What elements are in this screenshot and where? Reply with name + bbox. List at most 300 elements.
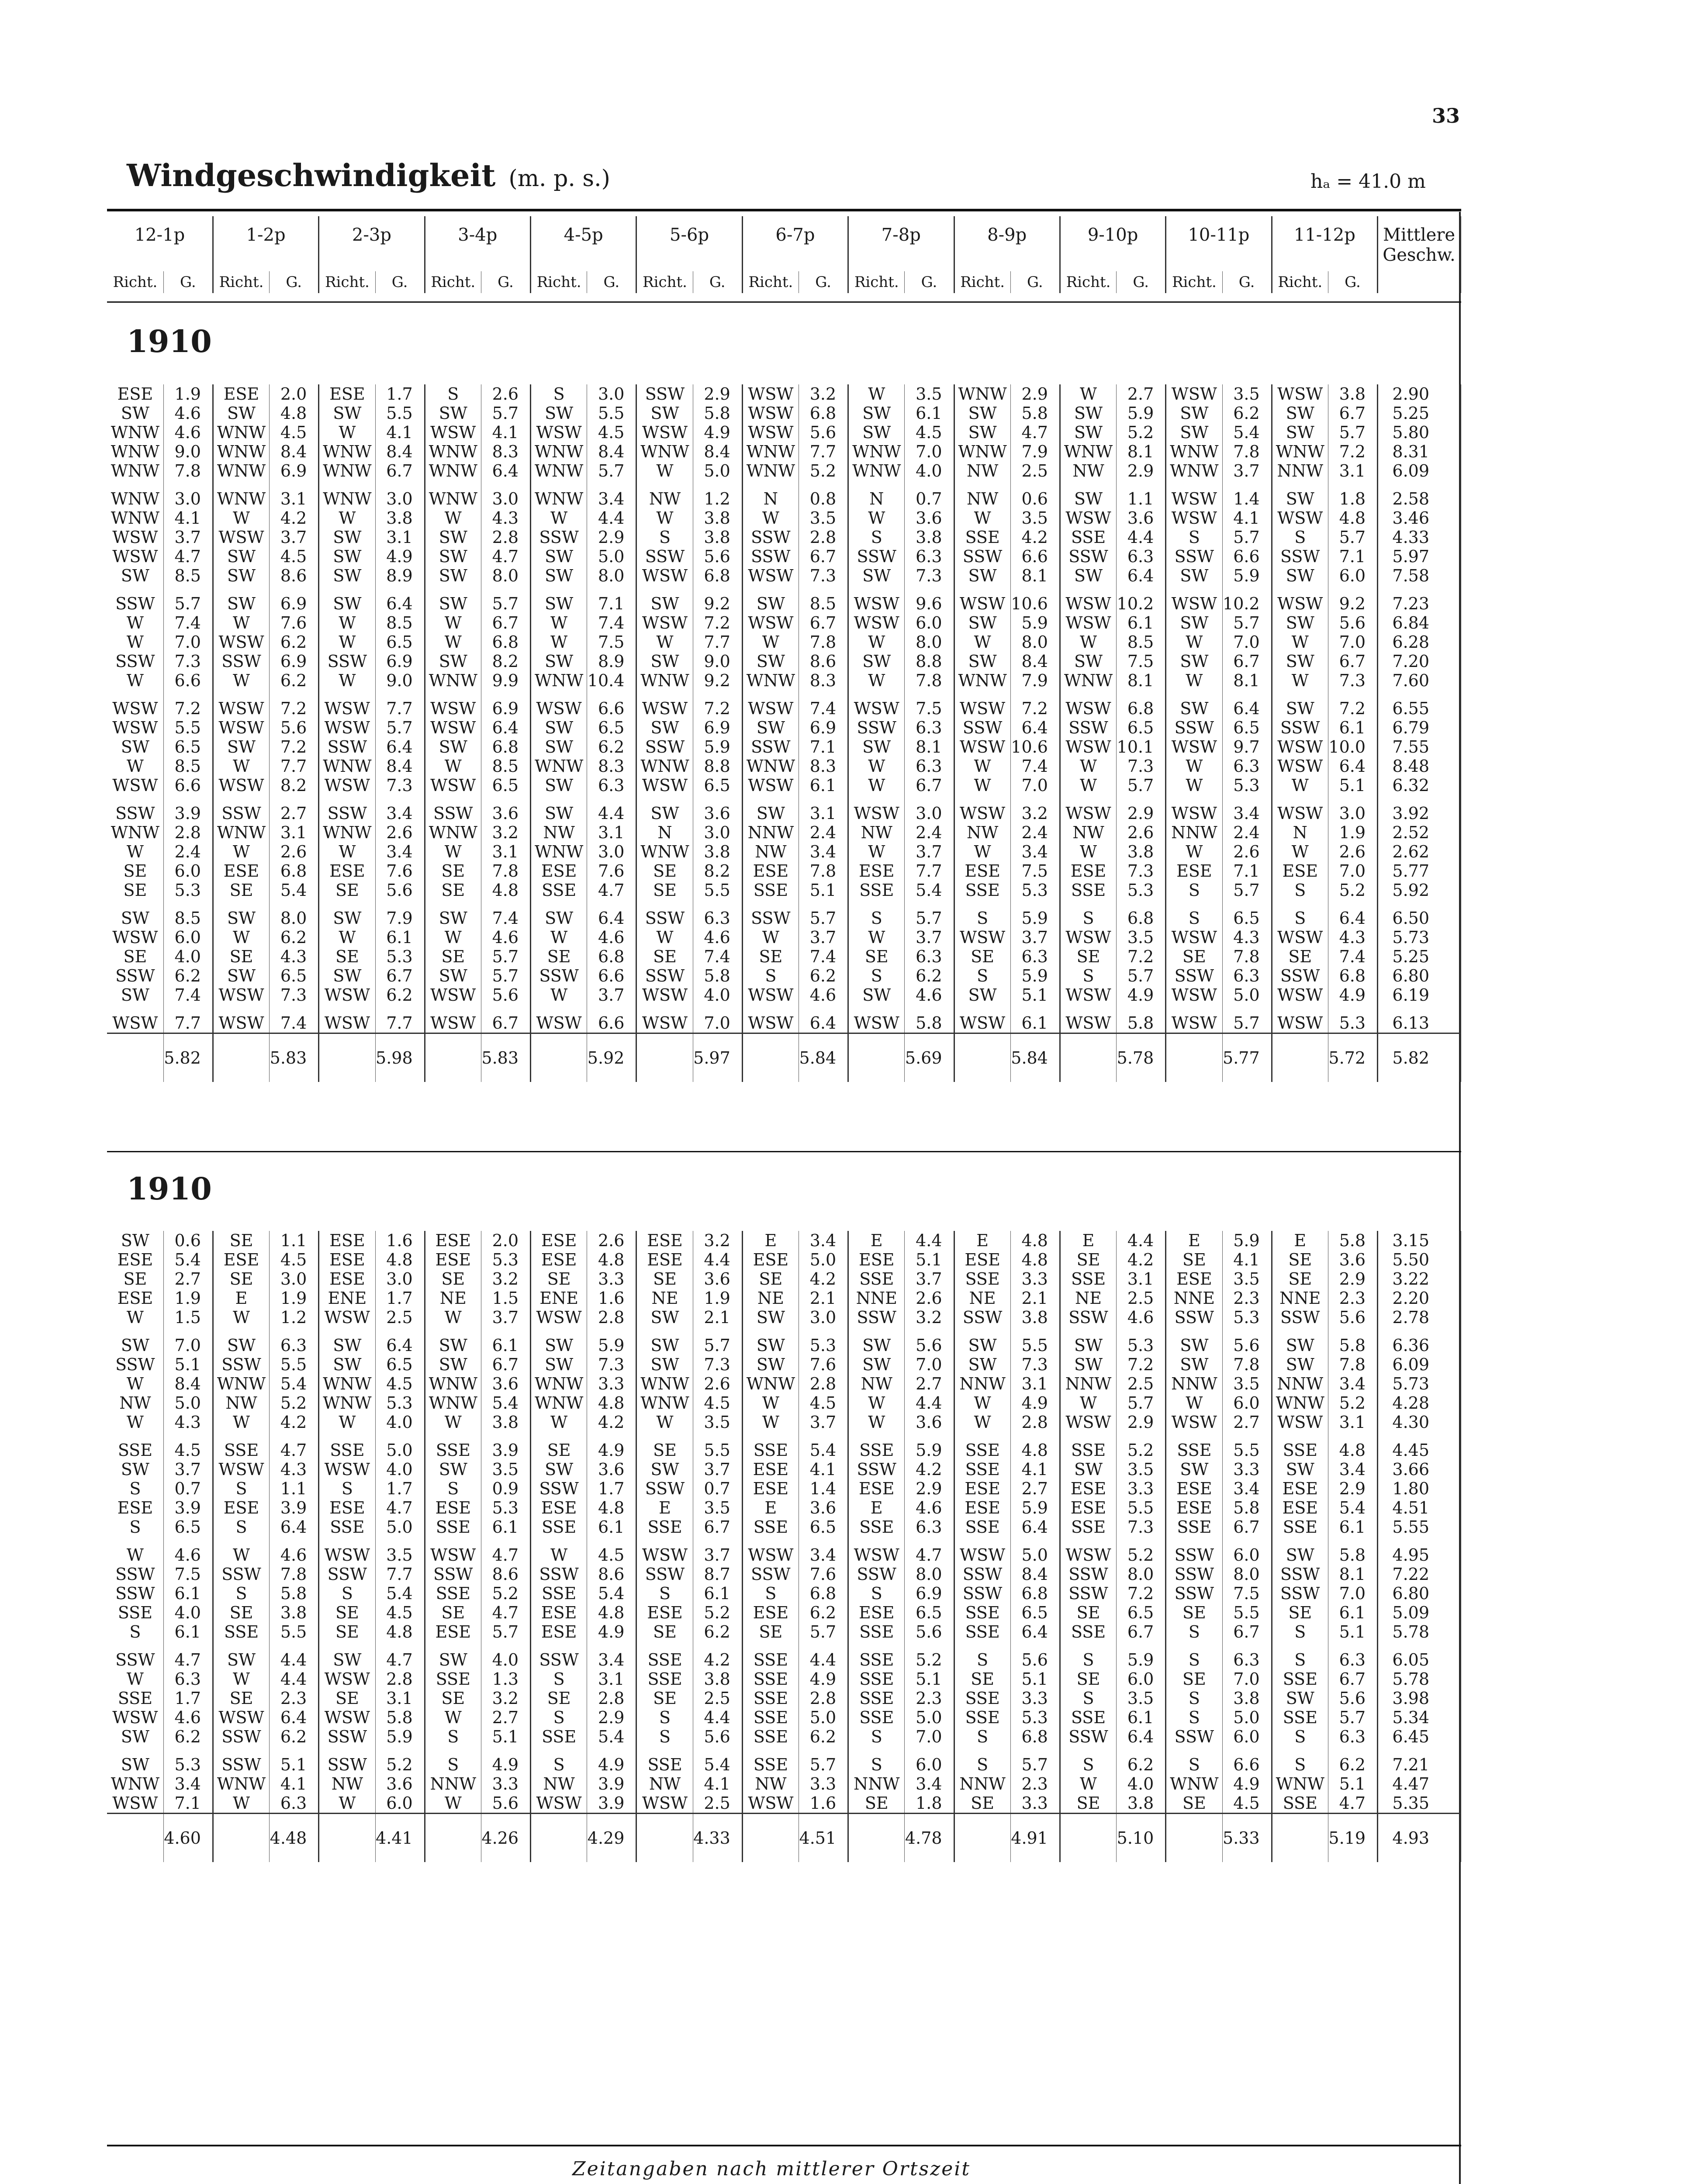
wind-speed: 6.1 xyxy=(905,404,954,423)
group-gap xyxy=(107,1327,1461,1336)
wind-speed: 6.9 xyxy=(270,461,319,480)
wind-speed: 7.3 xyxy=(693,1355,742,1374)
wind-direction: SE xyxy=(425,1603,481,1622)
wind-direction: WNW xyxy=(213,1774,269,1794)
wind-speed: 6.3 xyxy=(905,547,954,566)
gap-cell xyxy=(213,480,269,489)
wind-speed: 5.6 xyxy=(1222,1336,1272,1355)
hour-header: 3-4p xyxy=(425,216,530,271)
gap-cell xyxy=(693,1327,742,1336)
day-row xyxy=(107,1650,1461,1669)
wind-direction: W xyxy=(425,928,481,947)
wind-direction: N xyxy=(1272,823,1328,842)
wind-direction: NNW xyxy=(1166,1374,1222,1393)
wind-speed: 4.6 xyxy=(587,928,636,947)
wind-direction: WNW xyxy=(107,508,163,528)
empty-cell xyxy=(319,1033,375,1082)
wind-speed: 3.8 xyxy=(905,528,954,547)
wind-speed: 8.5 xyxy=(799,594,848,613)
group-gap xyxy=(107,585,1461,594)
wind-speed: 6.9 xyxy=(905,1584,954,1603)
wind-speed: 3.1 xyxy=(270,823,319,842)
wind-direction: SW xyxy=(1272,1355,1328,1374)
daily-mean: 6.45 xyxy=(1378,1727,1461,1746)
wind-speed: 1.9 xyxy=(270,1289,319,1308)
wind-direction: SW xyxy=(425,737,481,757)
wind-direction: WSW xyxy=(1272,1013,1328,1033)
wind-speed: 4.1 xyxy=(481,423,530,442)
gap-cell xyxy=(636,585,693,594)
wind-speed: 7.3 xyxy=(1117,757,1166,776)
wind-direction: S xyxy=(213,1517,269,1537)
wind-direction: WSW xyxy=(107,718,163,737)
wind-speed: 7.7 xyxy=(693,632,742,652)
wind-speed: 3.2 xyxy=(1010,804,1060,823)
wind-direction: SE xyxy=(319,947,375,966)
wind-speed: 5.2 xyxy=(1117,423,1166,442)
wind-direction: ESE xyxy=(1272,1498,1328,1517)
wind-direction: S xyxy=(531,1755,587,1774)
wind-direction: WSW xyxy=(742,384,799,404)
speed-label: G. xyxy=(1117,271,1166,293)
wind-direction: NE xyxy=(425,1289,481,1308)
wind-direction: SW xyxy=(1272,613,1328,632)
mean-speed-header: Mittlere Geschw. xyxy=(1378,216,1461,293)
wind-direction: WSW xyxy=(1060,737,1116,757)
wind-direction: ESE xyxy=(1060,861,1116,881)
gap-cell xyxy=(636,690,693,699)
wind-direction: SW xyxy=(1272,489,1328,508)
wind-direction: E xyxy=(742,1498,799,1517)
wind-speed: 4.5 xyxy=(270,423,319,442)
wind-direction: ESE xyxy=(213,1250,269,1269)
gap-cell xyxy=(107,1641,163,1650)
hourly-mean: 4.26 xyxy=(481,1814,530,1863)
wind-speed: 3.7 xyxy=(905,928,954,947)
gap-cell xyxy=(848,585,905,594)
gap-cell xyxy=(799,1746,848,1755)
wind-direction: S xyxy=(636,528,693,547)
wind-direction: SSW xyxy=(1166,547,1222,566)
wind-direction: SW xyxy=(848,652,905,671)
wind-speed: 5.2 xyxy=(693,1603,742,1622)
wind-speed: 3.8 xyxy=(1328,384,1377,404)
day-row xyxy=(107,1794,1461,1814)
wind-direction: NNE xyxy=(848,1289,905,1308)
gap-cell xyxy=(1378,1327,1461,1336)
gap-cell xyxy=(1222,1537,1272,1545)
wind-direction: S xyxy=(1272,1727,1328,1746)
hourly-mean: 4.78 xyxy=(905,1814,954,1863)
wind-speed: 2.5 xyxy=(693,1794,742,1814)
wind-direction: W xyxy=(1060,757,1116,776)
wind-speed: 6.5 xyxy=(905,1603,954,1622)
wind-direction: W xyxy=(742,1413,799,1432)
wind-direction: S xyxy=(1272,1622,1328,1641)
wind-speed: 6.7 xyxy=(905,776,954,795)
wind-direction: ENE xyxy=(319,1289,375,1308)
gap-cell xyxy=(425,480,481,489)
wind-speed: 3.3 xyxy=(481,1774,530,1794)
wind-speed: 5.3 xyxy=(163,881,213,900)
wind-direction: W xyxy=(1060,776,1116,795)
wind-direction: SSW xyxy=(954,547,1010,566)
wind-speed: 6.1 xyxy=(481,1517,530,1537)
wind-speed: 6.2 xyxy=(905,966,954,985)
wind-speed: 3.1 xyxy=(270,489,319,508)
wind-direction: SSE xyxy=(1060,1269,1116,1289)
wind-speed: 4.3 xyxy=(163,1413,213,1432)
daily-mean: 7.58 xyxy=(1378,566,1461,585)
gap-cell xyxy=(319,1746,375,1755)
wind-direction: SE xyxy=(213,881,269,900)
wind-direction: S xyxy=(954,1650,1010,1669)
wind-speed: 7.5 xyxy=(1222,1584,1272,1603)
wind-direction: WNW xyxy=(1272,1774,1328,1794)
wind-speed: 2.7 xyxy=(163,1269,213,1289)
wind-direction: WNW xyxy=(954,442,1010,461)
wind-direction: NW xyxy=(742,1774,799,1794)
wind-speed: 5.2 xyxy=(481,1584,530,1603)
gap-cell xyxy=(375,900,425,909)
wind-direction: SW xyxy=(531,776,587,795)
wind-direction: WSW xyxy=(107,1708,163,1727)
wind-direction: SW xyxy=(425,909,481,928)
gap-cell xyxy=(213,1005,269,1013)
wind-direction: SE xyxy=(107,947,163,966)
gap-cell xyxy=(693,585,742,594)
wind-direction: SW xyxy=(107,1460,163,1479)
gap-cell xyxy=(1060,795,1116,804)
wind-speed: 7.3 xyxy=(1117,861,1166,881)
wind-speed: 7.3 xyxy=(1328,671,1377,690)
wind-direction: WNW xyxy=(1272,1393,1328,1413)
gap-cell xyxy=(375,1746,425,1755)
wind-speed: 7.4 xyxy=(587,613,636,632)
gap-cell xyxy=(742,1005,799,1013)
wind-direction: WSW xyxy=(1166,804,1222,823)
gap-cell xyxy=(213,690,269,699)
wind-speed: 4.3 xyxy=(270,947,319,966)
wind-speed: 3.6 xyxy=(905,508,954,528)
daily-mean: 5.09 xyxy=(1378,1603,1461,1622)
wind-direction: WNW xyxy=(742,461,799,480)
wind-direction: WSW xyxy=(319,1545,375,1565)
wind-speed: 7.5 xyxy=(1010,861,1060,881)
gap-cell xyxy=(848,480,905,489)
wind-speed: 5.7 xyxy=(799,1622,848,1641)
wind-speed: 7.3 xyxy=(1010,1355,1060,1374)
gap-cell xyxy=(375,1537,425,1545)
wind-direction: SSE xyxy=(742,1669,799,1689)
gap-cell xyxy=(693,690,742,699)
wind-direction: WNW xyxy=(636,842,693,861)
wind-speed: 5.4 xyxy=(1222,423,1272,442)
gap-cell xyxy=(848,795,905,804)
wind-speed: 6.4 xyxy=(799,1013,848,1033)
wind-speed: 8.1 xyxy=(1117,671,1166,690)
gap-cell xyxy=(531,1746,587,1755)
gap-cell xyxy=(1272,1432,1328,1441)
empty-cell xyxy=(1272,1814,1328,1863)
wind-speed: 8.8 xyxy=(905,652,954,671)
wind-speed: 6.8 xyxy=(693,566,742,585)
wind-direction: WNW xyxy=(742,757,799,776)
wind-direction: NW xyxy=(319,1774,375,1794)
gap-cell xyxy=(587,795,636,804)
wind-direction: ESE xyxy=(848,1250,905,1269)
wind-speed: 3.8 xyxy=(693,508,742,528)
wind-speed: 6.0 xyxy=(905,1755,954,1774)
hourly-mean: 4.48 xyxy=(270,1814,319,1863)
wind-speed: 7.2 xyxy=(1328,442,1377,461)
wind-speed: 6.4 xyxy=(1222,699,1272,718)
wind-direction: WSW xyxy=(848,1545,905,1565)
gap-cell xyxy=(636,900,693,909)
wind-speed: 8.0 xyxy=(1010,632,1060,652)
gap-cell xyxy=(1378,1537,1461,1545)
wind-direction: WSW xyxy=(107,928,163,947)
gap-cell xyxy=(693,1641,742,1650)
hourly-mean: 5.33 xyxy=(1222,1814,1272,1863)
wind-direction: SSE xyxy=(742,1689,799,1708)
wind-speed: 5.7 xyxy=(693,1336,742,1355)
wind-speed: 3.2 xyxy=(905,1308,954,1327)
gap-cell xyxy=(1117,1005,1166,1013)
wind-speed: 2.6 xyxy=(587,1231,636,1250)
wind-speed: 2.6 xyxy=(375,823,425,842)
gap-cell xyxy=(481,1005,530,1013)
wind-direction: SE xyxy=(954,1794,1010,1814)
daily-mean: 6.13 xyxy=(1378,1013,1461,1033)
wind-direction: SE xyxy=(742,1269,799,1289)
gap-cell xyxy=(1060,1327,1116,1336)
wind-speed: 5.0 xyxy=(1010,1545,1060,1565)
wind-direction: SSE xyxy=(1060,1708,1116,1727)
wind-speed: 4.1 xyxy=(1222,1250,1272,1269)
wind-speed: 3.5 xyxy=(1117,1689,1166,1708)
wind-direction: WSW xyxy=(213,528,269,547)
wind-direction: WSW xyxy=(742,566,799,585)
wind-speed: 1.7 xyxy=(587,1479,636,1498)
wind-direction: W xyxy=(107,1374,163,1393)
wind-direction: ESE xyxy=(742,861,799,881)
gap-cell xyxy=(1222,795,1272,804)
wind-speed: 5.3 xyxy=(1222,776,1272,795)
hour-header: 4-5p xyxy=(531,216,636,271)
gap-cell xyxy=(163,900,213,909)
wind-speed: 6.4 xyxy=(1010,1517,1060,1537)
wind-direction: SW xyxy=(213,566,269,585)
wind-direction: SSE xyxy=(848,1708,905,1727)
wind-direction: W xyxy=(319,928,375,947)
wind-direction: W xyxy=(319,423,375,442)
wind-direction: W xyxy=(107,842,163,861)
wind-speed: 5.9 xyxy=(693,737,742,757)
wind-speed: 6.9 xyxy=(799,718,848,737)
wind-speed: 4.1 xyxy=(163,508,213,528)
wind-direction: WSW xyxy=(848,1013,905,1033)
wind-speed: 6.0 xyxy=(1222,1393,1272,1413)
gap-cell xyxy=(742,1641,799,1650)
wind-speed: 1.1 xyxy=(270,1479,319,1498)
gap-cell xyxy=(213,1432,269,1441)
wind-direction: WNW xyxy=(319,489,375,508)
wind-direction: NNW xyxy=(954,1774,1010,1794)
wind-direction: SSE xyxy=(1060,1441,1116,1460)
gap-cell xyxy=(319,795,375,804)
wind-speed: 4.5 xyxy=(270,547,319,566)
wind-speed: 4.4 xyxy=(1117,528,1166,547)
wind-speed: 3.5 xyxy=(1222,1269,1272,1289)
gap-cell xyxy=(742,900,799,909)
wind-direction: SE xyxy=(1060,1603,1116,1622)
empty-cell xyxy=(425,1033,481,1082)
wind-direction: SW xyxy=(531,1355,587,1374)
wind-direction: ESE xyxy=(742,1603,799,1622)
wind-speed: 9.9 xyxy=(481,671,530,690)
wind-speed: 3.5 xyxy=(1222,384,1272,404)
wind-speed: 2.4 xyxy=(905,823,954,842)
wind-speed: 4.6 xyxy=(1117,1308,1166,1327)
wind-speed: 0.9 xyxy=(481,1479,530,1498)
wind-speed: 7.4 xyxy=(1010,757,1060,776)
wind-speed: 4.9 xyxy=(1328,985,1377,1005)
wind-speed: 6.4 xyxy=(481,461,530,480)
wind-direction: WSW xyxy=(636,699,693,718)
hour-header-row xyxy=(107,216,1461,271)
wind-direction: WSW xyxy=(425,718,481,737)
wind-speed: 6.7 xyxy=(375,461,425,480)
gap-cell xyxy=(1010,1641,1060,1650)
gap-cell xyxy=(270,1432,319,1441)
wind-direction: W xyxy=(425,1413,481,1432)
wind-speed: 3.0 xyxy=(270,1269,319,1289)
wind-speed: 2.9 xyxy=(587,1708,636,1727)
wind-speed: 5.6 xyxy=(375,881,425,900)
gap-cell xyxy=(213,1641,269,1650)
wind-direction: WSW xyxy=(636,776,693,795)
wind-direction: NW xyxy=(531,1774,587,1794)
wind-direction: ESE xyxy=(531,861,587,881)
day-row xyxy=(107,508,1461,528)
wind-direction: SSW xyxy=(1166,1308,1222,1327)
wind-direction: NW xyxy=(636,1774,693,1794)
wind-speed: 1.4 xyxy=(1222,489,1272,508)
wind-speed: 9.0 xyxy=(693,652,742,671)
gap-cell xyxy=(848,900,905,909)
wind-speed: 2.4 xyxy=(1222,823,1272,842)
gap-cell xyxy=(531,1641,587,1650)
daily-mean: 4.33 xyxy=(1378,528,1461,547)
wind-direction: W xyxy=(531,632,587,652)
wind-speed: 3.2 xyxy=(693,1231,742,1250)
wind-direction: S xyxy=(954,966,1010,985)
gap-cell xyxy=(319,1432,375,1441)
wind-direction: SW xyxy=(213,737,269,757)
wind-direction: W xyxy=(636,461,693,480)
gap-cell xyxy=(425,1537,481,1545)
wind-direction: NW xyxy=(848,1374,905,1393)
daily-mean: 4.28 xyxy=(1378,1393,1461,1413)
daily-mean: 1.80 xyxy=(1378,1479,1461,1498)
wind-speed: 7.6 xyxy=(587,861,636,881)
wind-speed: 6.7 xyxy=(1328,1669,1377,1689)
wind-speed: 4.9 xyxy=(587,1622,636,1641)
wind-speed: 5.4 xyxy=(270,881,319,900)
speed-label: G. xyxy=(905,271,954,293)
wind-speed: 4.5 xyxy=(693,1393,742,1413)
wind-direction: SE xyxy=(107,861,163,881)
wind-direction: N xyxy=(848,489,905,508)
day-row xyxy=(107,718,1461,737)
wind-speed: 5.3 xyxy=(1010,881,1060,900)
wind-speed: 6.7 xyxy=(1117,1622,1166,1641)
wind-speed: 8.0 xyxy=(1117,1565,1166,1584)
wind-speed: 8.4 xyxy=(587,442,636,461)
wind-speed: 5.8 xyxy=(1328,1231,1377,1250)
wind-direction: W xyxy=(636,928,693,947)
wind-speed: 5.8 xyxy=(693,404,742,423)
wind-speed: 7.5 xyxy=(163,1565,213,1584)
wind-direction: W xyxy=(742,928,799,947)
wind-direction: NNW xyxy=(425,1774,481,1794)
wind-speed: 5.2 xyxy=(799,461,848,480)
wind-direction: SW xyxy=(1272,1460,1328,1479)
day-row xyxy=(107,1498,1461,1517)
wind-speed: 1.9 xyxy=(1328,823,1377,842)
gap-cell xyxy=(319,1641,375,1650)
wind-direction: ESE xyxy=(425,1250,481,1269)
wind-speed: 3.1 xyxy=(587,1669,636,1689)
wind-speed: 6.4 xyxy=(270,1708,319,1727)
wind-direction: ESE xyxy=(848,1479,905,1498)
wind-speed: 5.1 xyxy=(799,881,848,900)
wind-direction: SSE xyxy=(848,1441,905,1460)
daily-mean: 7.23 xyxy=(1378,594,1461,613)
wind-direction: SW xyxy=(636,1308,693,1327)
gap-cell xyxy=(270,1327,319,1336)
hourly-mean: 5.77 xyxy=(1222,1033,1272,1082)
wind-direction: SSE xyxy=(1060,881,1116,900)
day-row xyxy=(107,1231,1461,1250)
hourly-mean: 4.51 xyxy=(799,1814,848,1863)
wind-speed: 10.6 xyxy=(1010,737,1060,757)
wind-speed: 4.5 xyxy=(375,1603,425,1622)
wind-speed: 1.8 xyxy=(905,1794,954,1814)
day-row xyxy=(107,652,1461,671)
wind-speed: 3.5 xyxy=(799,508,848,528)
wind-direction: SW xyxy=(1272,652,1328,671)
wind-speed: 7.0 xyxy=(1010,776,1060,795)
wind-speed: 6.2 xyxy=(1328,1755,1377,1774)
gap-cell xyxy=(1010,480,1060,489)
wind-direction: NNW xyxy=(1060,1374,1116,1393)
wind-direction: SW xyxy=(319,966,375,985)
wind-speed: 6.2 xyxy=(270,928,319,947)
wind-direction: SSE xyxy=(1272,1708,1328,1727)
gap-cell xyxy=(531,1005,587,1013)
wind-direction: W xyxy=(425,632,481,652)
wind-direction: SW xyxy=(1166,566,1222,585)
wind-speed: 8.3 xyxy=(799,671,848,690)
wind-direction: SSW xyxy=(319,1755,375,1774)
wind-speed: 4.2 xyxy=(1010,528,1060,547)
wind-speed: 7.0 xyxy=(693,1013,742,1033)
gap-cell xyxy=(1272,1641,1328,1650)
wind-direction: SSE xyxy=(636,1650,693,1669)
wind-direction: SW xyxy=(531,594,587,613)
